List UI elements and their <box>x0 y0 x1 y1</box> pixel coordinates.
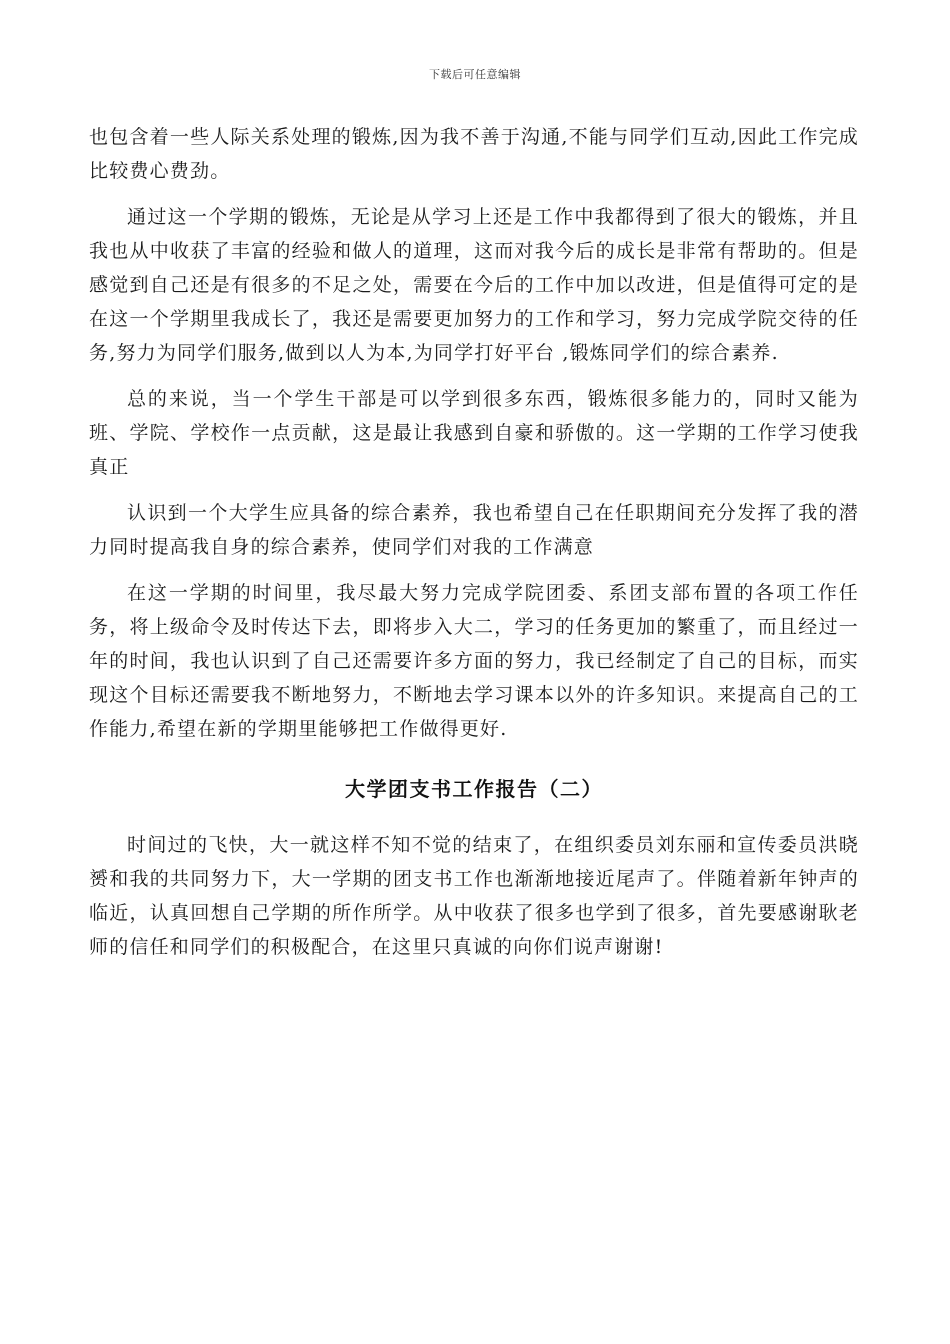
paragraph: 时间过的飞快，大一就这样不知不觉的结束了，在组织委员刘东丽和宣传委员洪晓赟和我的共同努力下，大一学期的团支书工作也渐渐地接近尾声了。伴随着新年钟声的临近，认真回想自己学期的所作所学。从中收获了很多也学到了很多，首先要感谢耿老师的信任和同学们的积极配合，在这里只真诚的向你们说声谢谢! <box>89 834 859 958</box>
paragraph: 总的来说，当一个学生干部是可以学到很多东西，锻炼很多能力的，同时又能为班、学院、学校作一点贡献，这是最让我感到自豪和骄傲的。这一学期的工作学习使我真正 <box>89 388 859 478</box>
paragraph: 在这一学期的时间里，我尽最大努力完成学院团委、系团支部布置的各项工作任务，将上级命令及时传达下去，即将步入大二，学习的任务更加的繁重了，而且经过一年的时间，我也认识到了自己还需要许多方面的努力，我已经制定了自己的目标，而实现这个目标还需要我不断地努力，不断地去学习课本以外的许多知识。来提高自己的工作能力,希望在新的学期里能够把工作做得更好. <box>89 582 859 740</box>
section-title: 大学团支书工作报告（二） <box>345 777 603 801</box>
header-note: 下载后可任意编辑 <box>429 68 521 81</box>
paragraph-continuation: 也包含着一些人际关系处理的锻炼,因为我不善于沟通,不能与同学们互动,因此工作完成比较费心费劲。 <box>89 126 859 182</box>
paragraph: 通过这一个学期的锻炼，无论是从学习上还是工作中我都得到了很大的锻炼，并且我也从中收获了丰富的经验和做人的道理，这而对我今后的成长是非常有帮助的。但是感觉到自己还是有很多的不足之处，需要在今后的工作中加以改进，但是值得可定的是在这一个学期里我成长了，我还是需要更加努力的工作和学习，努力完成学院交待的任务,努力为同学们服务,做到以人为本,为同学打好平台 ,锻炼同学们的综合素养. <box>89 206 859 364</box>
document-body <box>89 120 859 976</box>
paragraph: 认识到一个大学生应具备的综合素养，我也希望自己在任职期间充分发挥了我的潜力同时提高我自身的综合素养，使同学们对我的工作满意 <box>89 502 859 558</box>
